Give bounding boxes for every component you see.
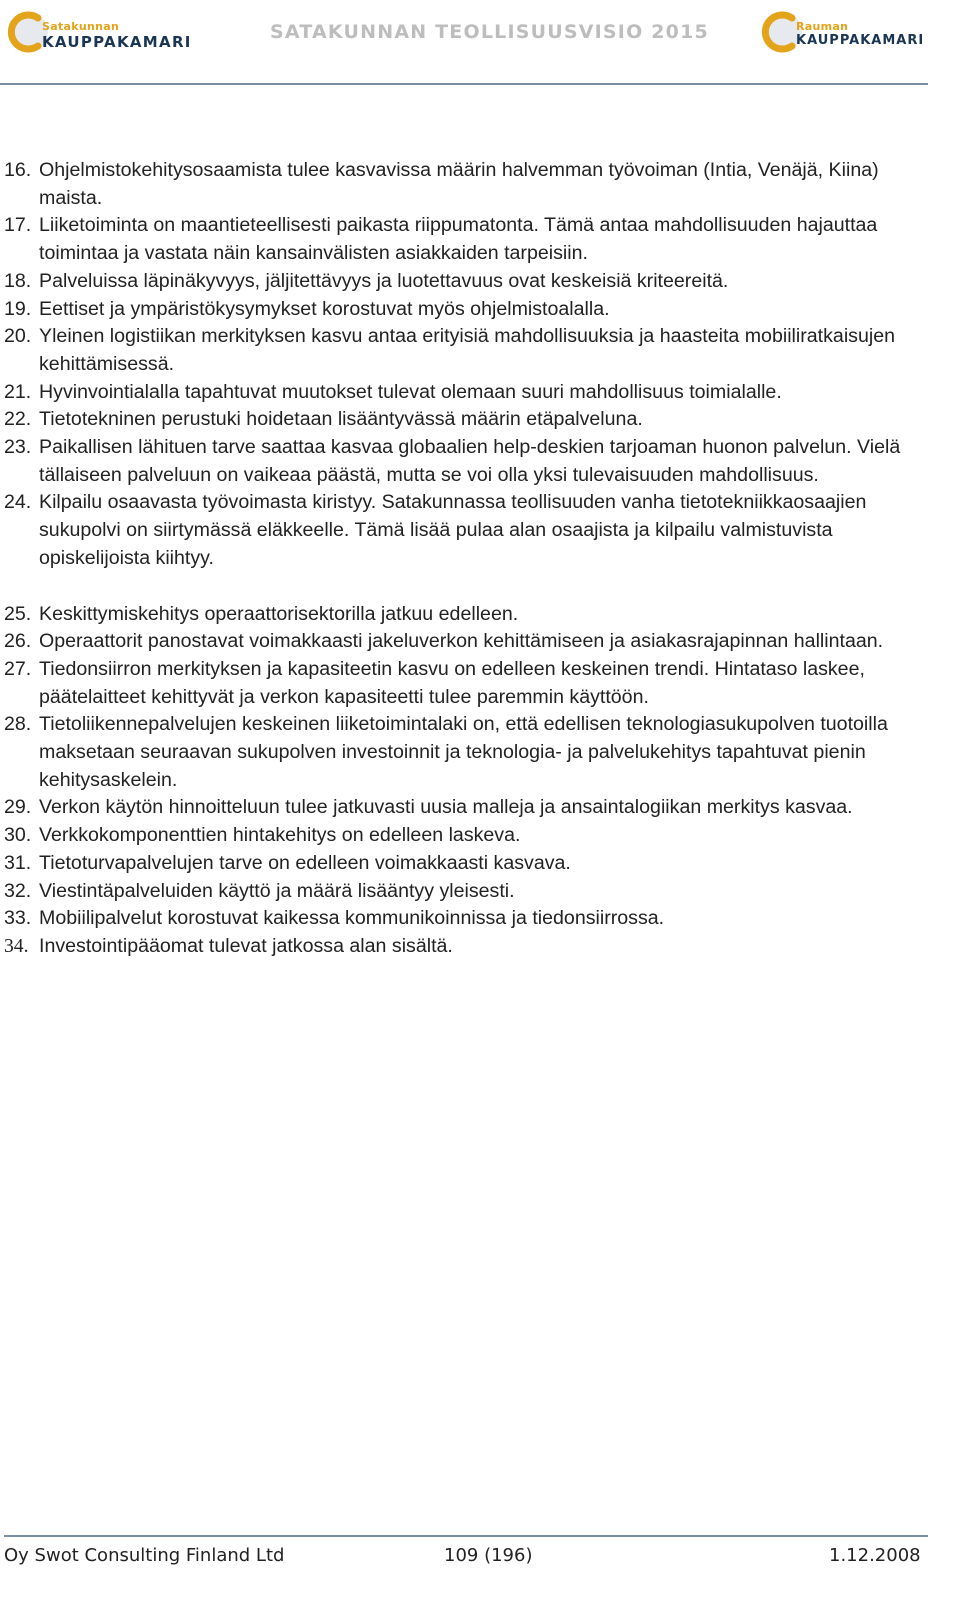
item-text: Keskittymiskehitys operaattorisektorilla jatkuu edelleen. (39, 602, 519, 625)
item-number: 21. (4, 380, 32, 403)
list-item (4, 489, 924, 572)
item-number: 23. (4, 436, 32, 459)
list-item (4, 628, 924, 656)
list-item (4, 296, 924, 324)
header-divider (0, 83, 928, 85)
list-item (4, 268, 924, 296)
list-item (4, 878, 924, 906)
footer-divider (4, 1535, 928, 1537)
list-item (4, 794, 924, 822)
list-item (4, 157, 924, 212)
item-number: 30. (4, 824, 32, 847)
item-number: 29. (4, 796, 32, 819)
item-number: 22. (4, 408, 32, 431)
list-item (4, 850, 924, 878)
item-text: Hyvinvointialalla tapahtuvat muutokset tulevat olemaan suuri mahdollisuus toimialalle. (39, 380, 782, 403)
item-text: Tietotekninen perustuki hoidetaan lisääntyvässä määrin etäpalveluna. (39, 408, 643, 431)
item-text: Investointipääomat tulevat jatkossa alan sisältä. (39, 934, 453, 957)
item-text: Paikallisen lähituen tarve saattaa kasvaa globaalien help-deskien tarjoaman huonon palvelun. Vielä tällaiseen palveluun on vaikeaa päästä, mutta se voi olla yksi tulevaisuuden mahdollisuus. (39, 436, 901, 486)
list-item (4, 711, 924, 794)
item-number: 34. (4, 935, 29, 957)
item-number: 31. (4, 851, 32, 874)
item-text: Tiedonsiirron merkityksen ja kapasiteetin kasvu on edelleen keskeinen trendi. Hintataso laskee, päätelaitteet kehittyvät ja verkon kapasiteetti tulee paremmin käyttöön. (39, 657, 865, 708)
item-text: Kilpailu osaavasta työvoimasta kiristyy. Satakunnassa teollisuuden vanha tietotekniikkaosaajien sukupolvi on siirtymässä eläkkeelle. Tämä lisää pulaa alan osaajista ja kilpailu valmistuvista opiskelijoista kiihtyy. (39, 491, 867, 569)
list-item (4, 434, 924, 489)
item-number: 18. (4, 269, 32, 292)
logo-small-text: Rauman (796, 20, 849, 33)
rauman-kauppakamari-logo (758, 6, 958, 58)
page-header (0, 0, 960, 92)
item-text: Liiketoiminta on maantieteellisesti paikasta riippumatonta. Tämä antaa mahdollisuuden hajauttaa toimintaa ja vastata näin kansainvälisten asiakkaiden tarpeisiin. (39, 214, 878, 265)
item-number: 26. (4, 630, 32, 653)
item-number: 25. (4, 602, 32, 625)
logo-big-text: KAUPPAKAMARI (42, 33, 192, 51)
item-number: 17. (4, 214, 32, 237)
document-title: SATAKUNNAN TEOLLISUUSVISIO 2015 (270, 21, 709, 43)
list-item (4, 379, 924, 407)
item-text: Eettiset ja ympäristökysymykset korostuvat myös ohjelmistoalalla. (39, 297, 610, 320)
item-text: Yleinen logistiikan merkityksen kasvu antaa erityisiä mahdollisuuksia ja haasteita mobiiliratkaisujen kehittämisessä. (39, 325, 896, 375)
list-item (4, 656, 924, 711)
item-number: 28. (4, 713, 32, 736)
list-item (4, 601, 924, 629)
footer-page-number: 109 (196) (444, 1545, 533, 1566)
footer-date: 1.12.2008 (829, 1545, 921, 1566)
list-item (4, 323, 924, 378)
item-number: 33. (4, 907, 32, 930)
item-number: 20. (4, 325, 32, 348)
list-item (4, 822, 924, 850)
logo-big-text: KAUPPAKAMARI (796, 33, 925, 48)
item-text: Verkon käytön hinnoitteluun tulee jatkuvasti uusia malleja ja ansaintalogiikan merkitys kasvaa. (39, 796, 853, 819)
item-text: Tietoturvapalvelujen tarve on edelleen voimakkaasti kasvava. (39, 851, 571, 874)
satakunnan-kauppakamari-logo (4, 6, 204, 58)
list-item (4, 905, 924, 933)
item-number: 24. (4, 491, 32, 514)
item-text: Verkkokomponenttien hintakehitys on edelleen laskeva. (39, 824, 521, 847)
item-text: Palveluissa läpinäkyvyys, jäljitettävyys ja luotettavuus ovat keskeisiä kriteereitä. (39, 269, 729, 292)
footer-company: Oy Swot Consulting Finland Ltd (4, 1545, 285, 1566)
list-item (4, 933, 924, 961)
numbered-list (4, 157, 924, 961)
item-number: 16. (4, 159, 32, 181)
item-number: 27. (4, 657, 32, 680)
list-item (4, 406, 924, 434)
item-text: Tietoliikennepalvelujen keskeinen liiketoimintalaki on, että edellisen teknologiasukupolven tuotoilla maksetaan seuraavan sukupolven investoinnit ja teknologia- ja palvelukehitys tapahtuvat pienin kehitysaskelein. (39, 713, 888, 791)
item-text: Mobiilipalvelut korostuvat kaikessa kommunikoinnissa ja tiedonsiirrossa. (39, 907, 665, 930)
item-text: Ohjelmistokehitysosaamista tulee kasvavissa määrin halvemman työvoiman (Intia, Venäjä, Kiina) maista. (39, 159, 879, 209)
item-number: 32. (4, 879, 32, 902)
item-text: Operaattorit panostavat voimakkaasti jakeluverkon kehittämiseen ja asiakasrajapinnan hallintaan. (39, 630, 884, 653)
item-text: Viestintäpalveluiden käyttö ja määrä lisääntyy yleisesti. (39, 879, 515, 902)
item-number: 19. (4, 297, 32, 320)
logo-small-text: Satakunnan (42, 20, 120, 33)
list-item (4, 212, 924, 267)
